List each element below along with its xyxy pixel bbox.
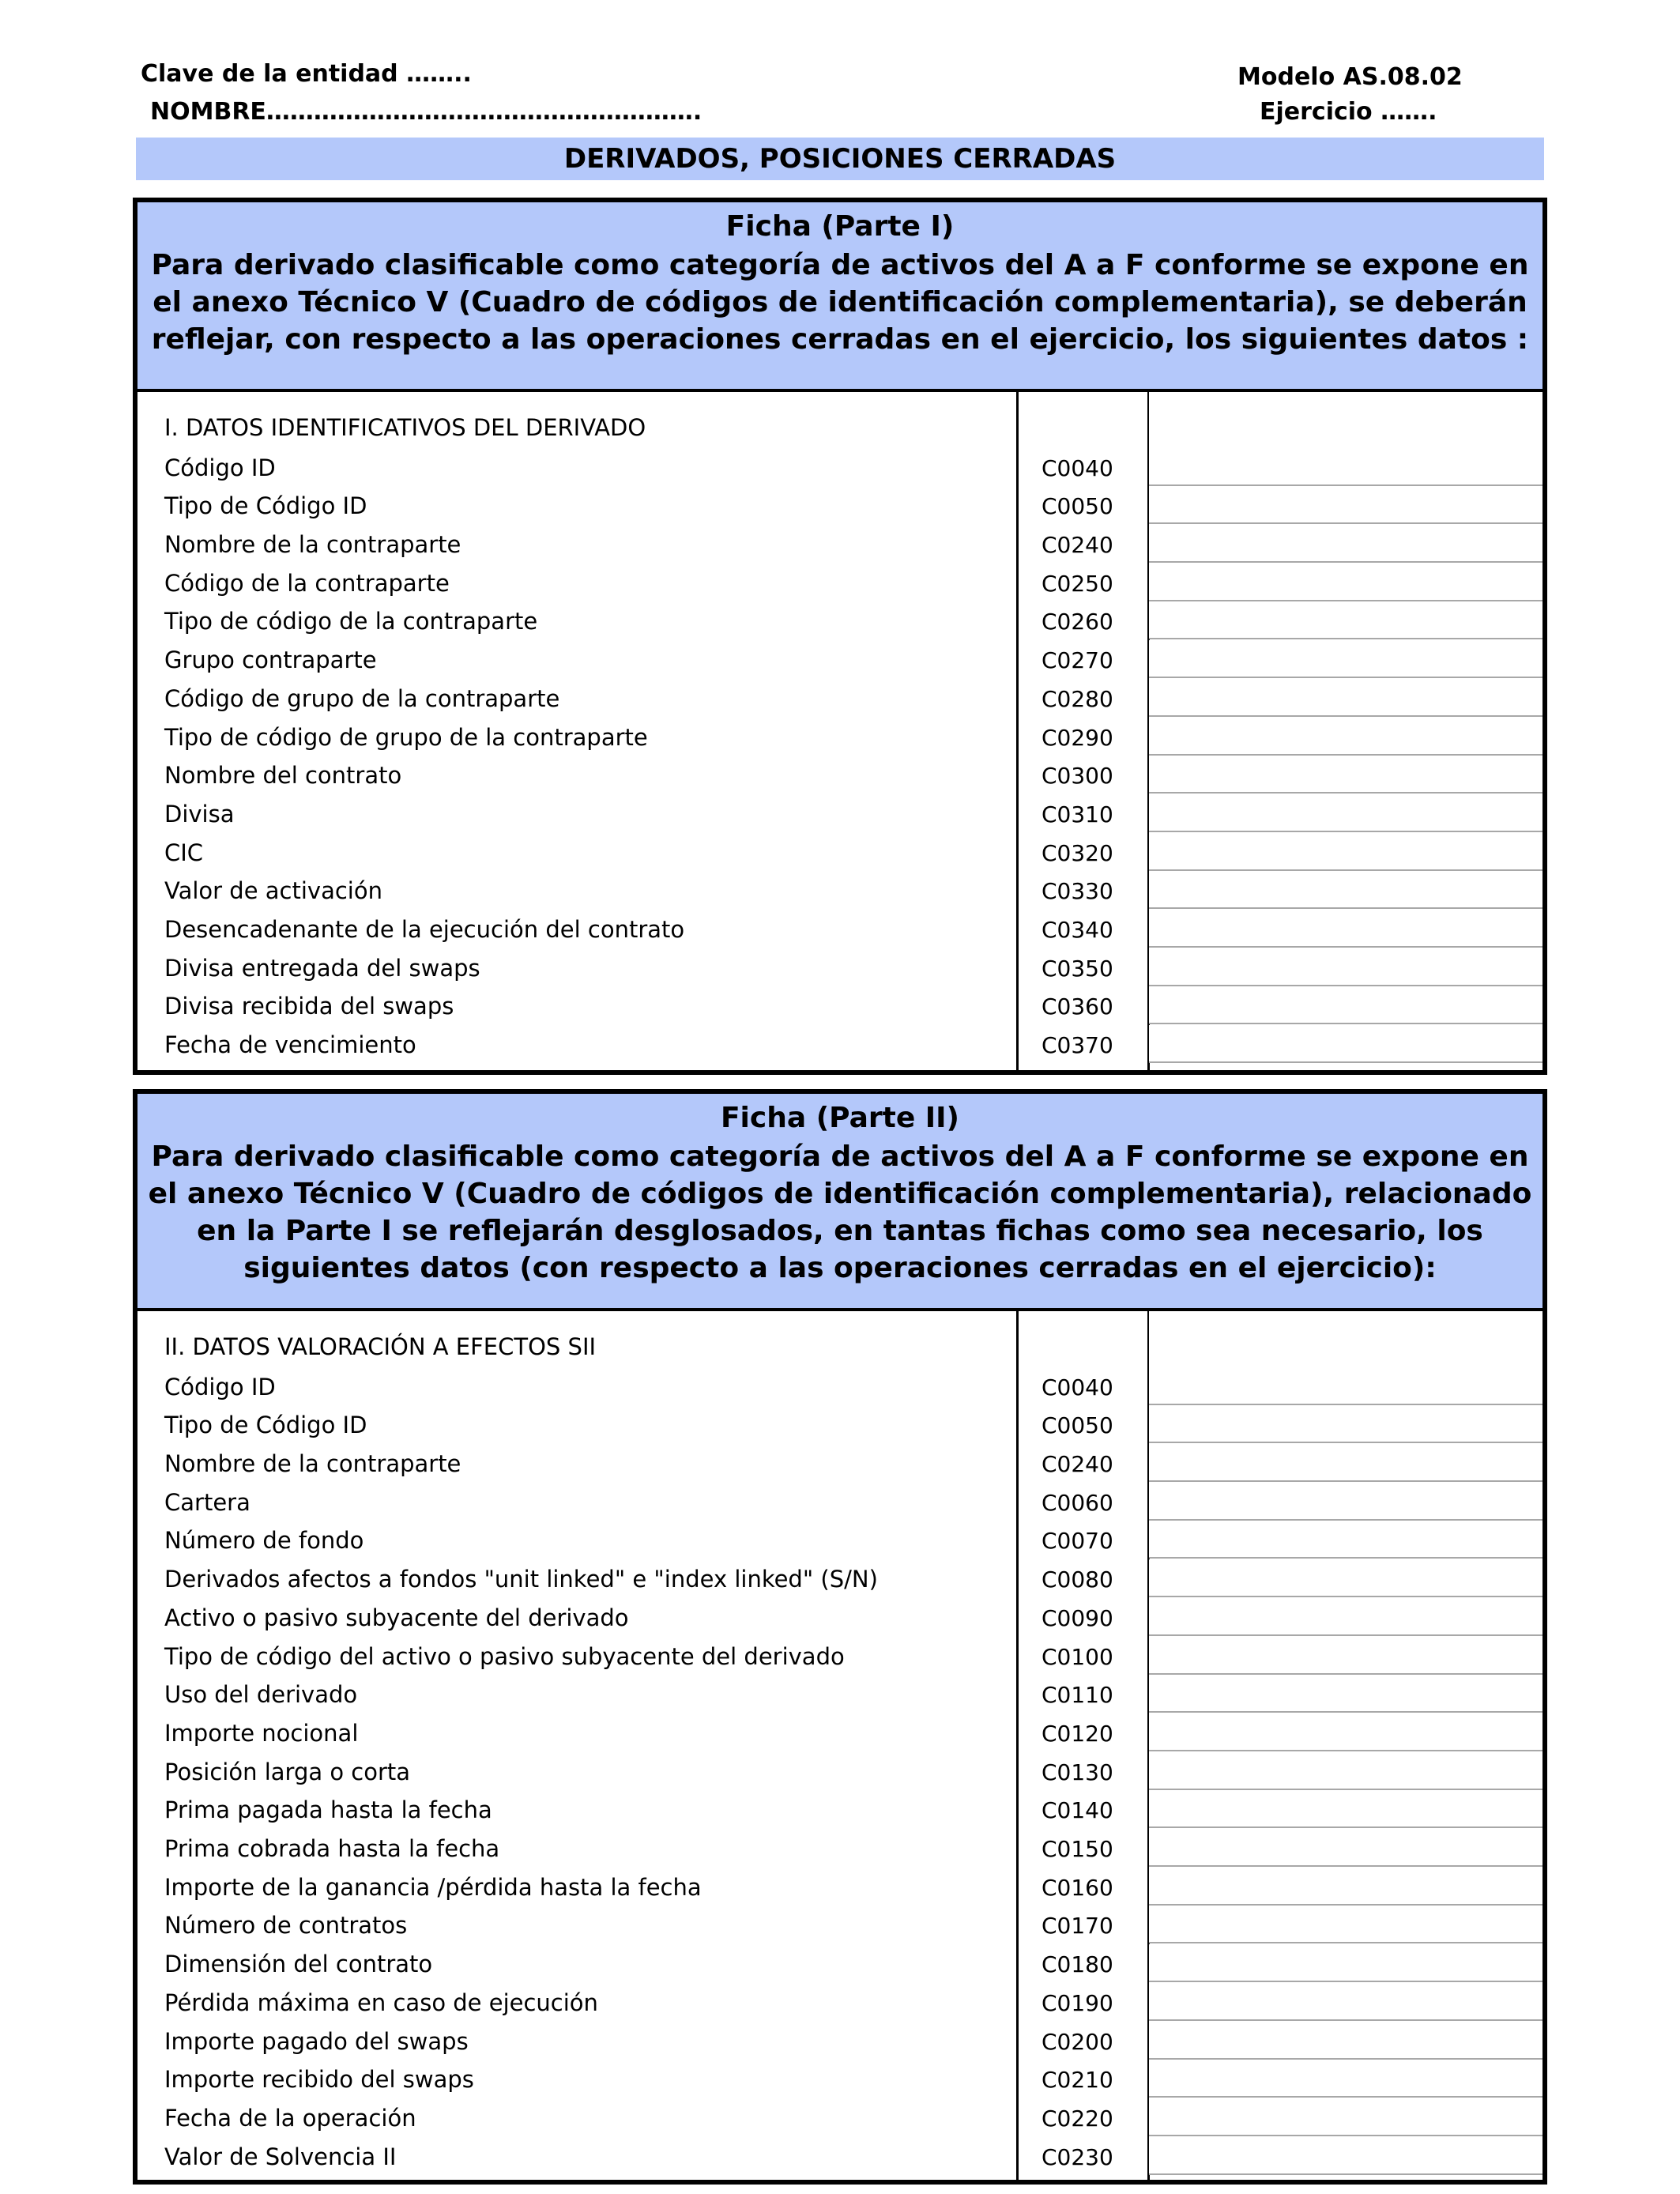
row-label: Tipo de Código ID bbox=[164, 1412, 367, 1439]
form-row bbox=[137, 1675, 1543, 1713]
value-input-cell[interactable] bbox=[1149, 1867, 1543, 1906]
row-code: C0250 bbox=[1042, 570, 1113, 597]
value-input-cell[interactable] bbox=[1149, 1790, 1543, 1829]
row-label: Fecha de la operación bbox=[164, 2104, 416, 2132]
value-input-cell[interactable] bbox=[1149, 1443, 1543, 1482]
form-row bbox=[137, 717, 1543, 756]
value-input-cell[interactable] bbox=[1149, 871, 1543, 910]
row-code: C0090 bbox=[1042, 1604, 1113, 1631]
row-label: Número de fondo bbox=[164, 1527, 364, 1555]
ficha-part-1-body bbox=[137, 392, 1543, 1070]
form-row bbox=[137, 1025, 1543, 1064]
form-row bbox=[137, 2021, 1543, 2060]
value-input-cell[interactable] bbox=[1149, 1521, 1543, 1559]
row-label: Nombre del contrato bbox=[164, 762, 402, 790]
value-input-cell[interactable] bbox=[1149, 2136, 1543, 2175]
form-row bbox=[137, 756, 1543, 794]
row-label: Importe de la ganancia /pérdida hasta la fecha bbox=[164, 1873, 702, 1901]
form-row bbox=[137, 2098, 1543, 2136]
value-input-cell[interactable] bbox=[1149, 1636, 1543, 1675]
form-row bbox=[137, 2060, 1543, 2098]
form-row bbox=[137, 1906, 1543, 1944]
ficha-part-2 bbox=[133, 1089, 1547, 2185]
form-row bbox=[137, 1367, 1543, 1405]
row-code: C0100 bbox=[1042, 1643, 1113, 1670]
row-code: C0060 bbox=[1042, 1489, 1113, 1516]
row-code: C0290 bbox=[1042, 724, 1113, 751]
value-input-cell[interactable] bbox=[1149, 1405, 1543, 1444]
value-input-cell[interactable] bbox=[1149, 832, 1543, 871]
form-row bbox=[137, 1790, 1543, 1829]
value-input-cell[interactable] bbox=[1149, 1482, 1543, 1521]
value-input-cell[interactable] bbox=[1149, 524, 1543, 563]
row-label: Importe nocional bbox=[164, 1719, 359, 1747]
value-input-cell[interactable] bbox=[1149, 1713, 1543, 1751]
row-label: Nombre de la contraparte bbox=[164, 531, 461, 559]
value-input-cell[interactable] bbox=[1149, 1944, 1543, 1983]
row-code: C0160 bbox=[1042, 1874, 1113, 1901]
value-input-cell[interactable] bbox=[1149, 909, 1543, 948]
row-label: Valor de activación bbox=[164, 877, 382, 905]
row-code: C0300 bbox=[1042, 763, 1113, 790]
value-input-cell[interactable] bbox=[1149, 1982, 1543, 2021]
ficha-part-2-body bbox=[137, 1311, 1543, 2180]
row-code: C0070 bbox=[1042, 1528, 1113, 1555]
value-input-cell[interactable] bbox=[1149, 1367, 1543, 1405]
value-input-cell[interactable] bbox=[1149, 2021, 1543, 2060]
value-input-cell[interactable] bbox=[1149, 1675, 1543, 1713]
ficha-part-1-section-label: I. DATOS IDENTIFICATIVOS DEL DERIVADO bbox=[164, 414, 646, 441]
row-label: Importe recibido del swaps bbox=[164, 2066, 474, 2094]
form-row bbox=[137, 1405, 1543, 1444]
form-row bbox=[137, 486, 1543, 525]
form-row bbox=[137, 1751, 1543, 1790]
form-row bbox=[137, 447, 1543, 486]
value-input-cell[interactable] bbox=[1149, 1828, 1543, 1867]
row-label: Tipo de código del activo o pasivo subyacente del derivado bbox=[164, 1642, 845, 1670]
value-input-cell[interactable] bbox=[1149, 1559, 1543, 1598]
row-code: C0230 bbox=[1042, 2143, 1113, 2170]
row-code: C0050 bbox=[1042, 1412, 1113, 1439]
form-row bbox=[137, 909, 1543, 948]
row-code: C0310 bbox=[1042, 801, 1113, 827]
form-row bbox=[137, 1443, 1543, 1482]
row-label: Código ID bbox=[164, 454, 276, 481]
ficha-part-1-description: Para derivado clasificable como categoría de activos del A a F conforme se expone en el anexo Técnico V (Cuadro de códigos de identificación complementaria), se deberán reflejar, con respecto a las operaciones cerradas en el ejercicio, los siguientes datos : bbox=[151, 249, 1529, 356]
form-row bbox=[137, 1482, 1543, 1521]
row-code: C0330 bbox=[1042, 878, 1113, 905]
form-row bbox=[137, 1982, 1543, 2021]
row-code: C0350 bbox=[1042, 955, 1113, 982]
form-row bbox=[137, 794, 1543, 832]
row-label: Cartera bbox=[164, 1488, 250, 1516]
row-label: Código ID bbox=[164, 1373, 276, 1400]
row-code: C0360 bbox=[1042, 993, 1113, 1020]
row-code: C0040 bbox=[1042, 1374, 1113, 1400]
row-label: Código de la contraparte bbox=[164, 569, 450, 597]
row-label: Uso del derivado bbox=[164, 1681, 358, 1709]
form-row bbox=[137, 640, 1543, 679]
row-label: Nombre de la contraparte bbox=[164, 1450, 461, 1478]
row-code: C0210 bbox=[1042, 2067, 1113, 2094]
form-row bbox=[137, 1944, 1543, 1983]
ficha-part-1 bbox=[133, 198, 1547, 1075]
form-row bbox=[137, 948, 1543, 986]
value-input-cell[interactable] bbox=[1149, 563, 1543, 601]
value-input-cell[interactable] bbox=[1149, 2098, 1543, 2136]
form-row bbox=[137, 1521, 1543, 1559]
value-input-cell[interactable] bbox=[1149, 678, 1543, 717]
form-row bbox=[137, 1828, 1543, 1867]
row-label: Valor de Solvencia II bbox=[164, 2143, 397, 2170]
row-label: Desencadenante de la ejecución del contrato bbox=[164, 916, 685, 944]
row-code: C0320 bbox=[1042, 839, 1113, 866]
ficha-part-1-header bbox=[137, 202, 1543, 392]
row-label: Divisa recibida del swaps bbox=[164, 993, 454, 1020]
ficha-part-1-title: Ficha (Parte I) bbox=[725, 210, 955, 243]
form-row bbox=[137, 678, 1543, 717]
form-row bbox=[137, 1559, 1543, 1598]
value-input-cell[interactable] bbox=[1149, 948, 1543, 986]
ficha-part-2-header bbox=[137, 1094, 1543, 1311]
value-cell-header bbox=[1149, 392, 1543, 449]
value-input-cell[interactable] bbox=[1149, 1025, 1543, 1064]
row-code: C0370 bbox=[1042, 1032, 1113, 1059]
row-code: C0040 bbox=[1042, 454, 1113, 481]
row-code: C0190 bbox=[1042, 1989, 1113, 2016]
row-label: Activo o pasivo subyacente del derivado bbox=[164, 1604, 629, 1631]
row-label: Posición larga o corta bbox=[164, 1758, 411, 1785]
value-input-cell[interactable] bbox=[1149, 1597, 1543, 1636]
entity-name-label: NOMBRE………………………………………………. bbox=[150, 98, 703, 126]
row-code: C0150 bbox=[1042, 1836, 1113, 1863]
row-code: C0110 bbox=[1042, 1682, 1113, 1709]
form-row bbox=[137, 1867, 1543, 1906]
row-label: Grupo contraparte bbox=[164, 647, 377, 674]
row-label: Fecha de vencimiento bbox=[164, 1031, 416, 1059]
value-input-cell[interactable] bbox=[1149, 717, 1543, 756]
form-row bbox=[137, 871, 1543, 910]
value-input-cell[interactable] bbox=[1149, 986, 1543, 1025]
form-row bbox=[137, 601, 1543, 640]
form-title-banner: DERIVADOS, POSICIONES CERRADAS bbox=[136, 138, 1544, 180]
model-label: Modelo AS.08.02 bbox=[1237, 63, 1463, 91]
form-row bbox=[137, 563, 1543, 601]
value-input-cell[interactable] bbox=[1149, 1751, 1543, 1790]
row-code: C0050 bbox=[1042, 493, 1113, 520]
row-code: C0240 bbox=[1042, 532, 1113, 559]
value-input-cell[interactable] bbox=[1149, 486, 1543, 525]
row-label: Derivados afectos a fondos "unit linked" e "index linked" (S/N) bbox=[164, 1566, 878, 1593]
ficha-part-2-section-label: II. DATOS VALORACIÓN A EFECTOS SII bbox=[164, 1333, 597, 1360]
row-code: C0280 bbox=[1042, 685, 1113, 712]
row-code: C0260 bbox=[1042, 609, 1113, 635]
value-input-cell[interactable] bbox=[1149, 756, 1543, 794]
ficha-part-2-title: Ficha (Parte II) bbox=[720, 1102, 960, 1134]
form-row bbox=[137, 524, 1543, 563]
row-label: Prima cobrada hasta la fecha bbox=[164, 1835, 500, 1863]
row-code: C0340 bbox=[1042, 917, 1113, 944]
form-row bbox=[137, 2136, 1543, 2175]
row-code: C0140 bbox=[1042, 1797, 1113, 1824]
form-row bbox=[137, 1597, 1543, 1636]
row-label: Código de grupo de la contraparte bbox=[164, 684, 560, 712]
value-input-cell[interactable] bbox=[1149, 1906, 1543, 1944]
row-label: Divisa bbox=[164, 800, 235, 827]
row-label: Dimensión del contrato bbox=[164, 1951, 433, 1978]
row-code: C0180 bbox=[1042, 1951, 1113, 1978]
value-cell-header bbox=[1149, 1311, 1543, 1368]
entity-key-label: Clave de la entidad …….. bbox=[141, 60, 472, 88]
row-label: CIC bbox=[164, 839, 204, 866]
row-label: Pérdida máxima en caso de ejecución bbox=[164, 1989, 598, 2016]
row-code: C0080 bbox=[1042, 1566, 1113, 1593]
ficha-part-2-description: Para derivado clasificable como categoría de activos del A a F conforme se expone en el anexo Técnico V (Cuadro de códigos de identificación complementaria), relacionado en la Parte I se reflejarán desglosados, en tantas fichas como sea necesario, los siguientes datos (con respecto a las operaciones cerradas en el ejercicio): bbox=[148, 1140, 1532, 1284]
value-input-cell[interactable] bbox=[1149, 640, 1543, 679]
row-code: C0170 bbox=[1042, 1913, 1113, 1940]
row-label: Prima pagada hasta la fecha bbox=[164, 1796, 492, 1824]
row-code: C0270 bbox=[1042, 647, 1113, 674]
form-row bbox=[137, 832, 1543, 871]
row-label: Tipo de Código ID bbox=[164, 492, 367, 520]
form-row bbox=[137, 1713, 1543, 1751]
value-input-cell[interactable] bbox=[1149, 447, 1543, 486]
row-label: Divisa entregada del swaps bbox=[164, 954, 480, 982]
form-row bbox=[137, 1636, 1543, 1675]
row-label: Tipo de código de la contraparte bbox=[164, 608, 538, 635]
row-code: C0240 bbox=[1042, 1451, 1113, 1478]
row-label: Número de contratos bbox=[164, 1912, 408, 1940]
value-input-cell[interactable] bbox=[1149, 2060, 1543, 2098]
row-code: C0200 bbox=[1042, 2028, 1113, 2055]
row-label: Importe pagado del swaps bbox=[164, 2027, 469, 2055]
row-code: C0120 bbox=[1042, 1720, 1113, 1747]
value-input-cell[interactable] bbox=[1149, 794, 1543, 832]
row-code: C0130 bbox=[1042, 1759, 1113, 1785]
value-input-cell[interactable] bbox=[1149, 601, 1543, 640]
row-code: C0220 bbox=[1042, 2105, 1113, 2132]
form-row bbox=[137, 986, 1543, 1025]
row-label: Tipo de código de grupo de la contraparte bbox=[164, 723, 648, 751]
exercise-label: Ejercicio ……. bbox=[1260, 98, 1437, 126]
